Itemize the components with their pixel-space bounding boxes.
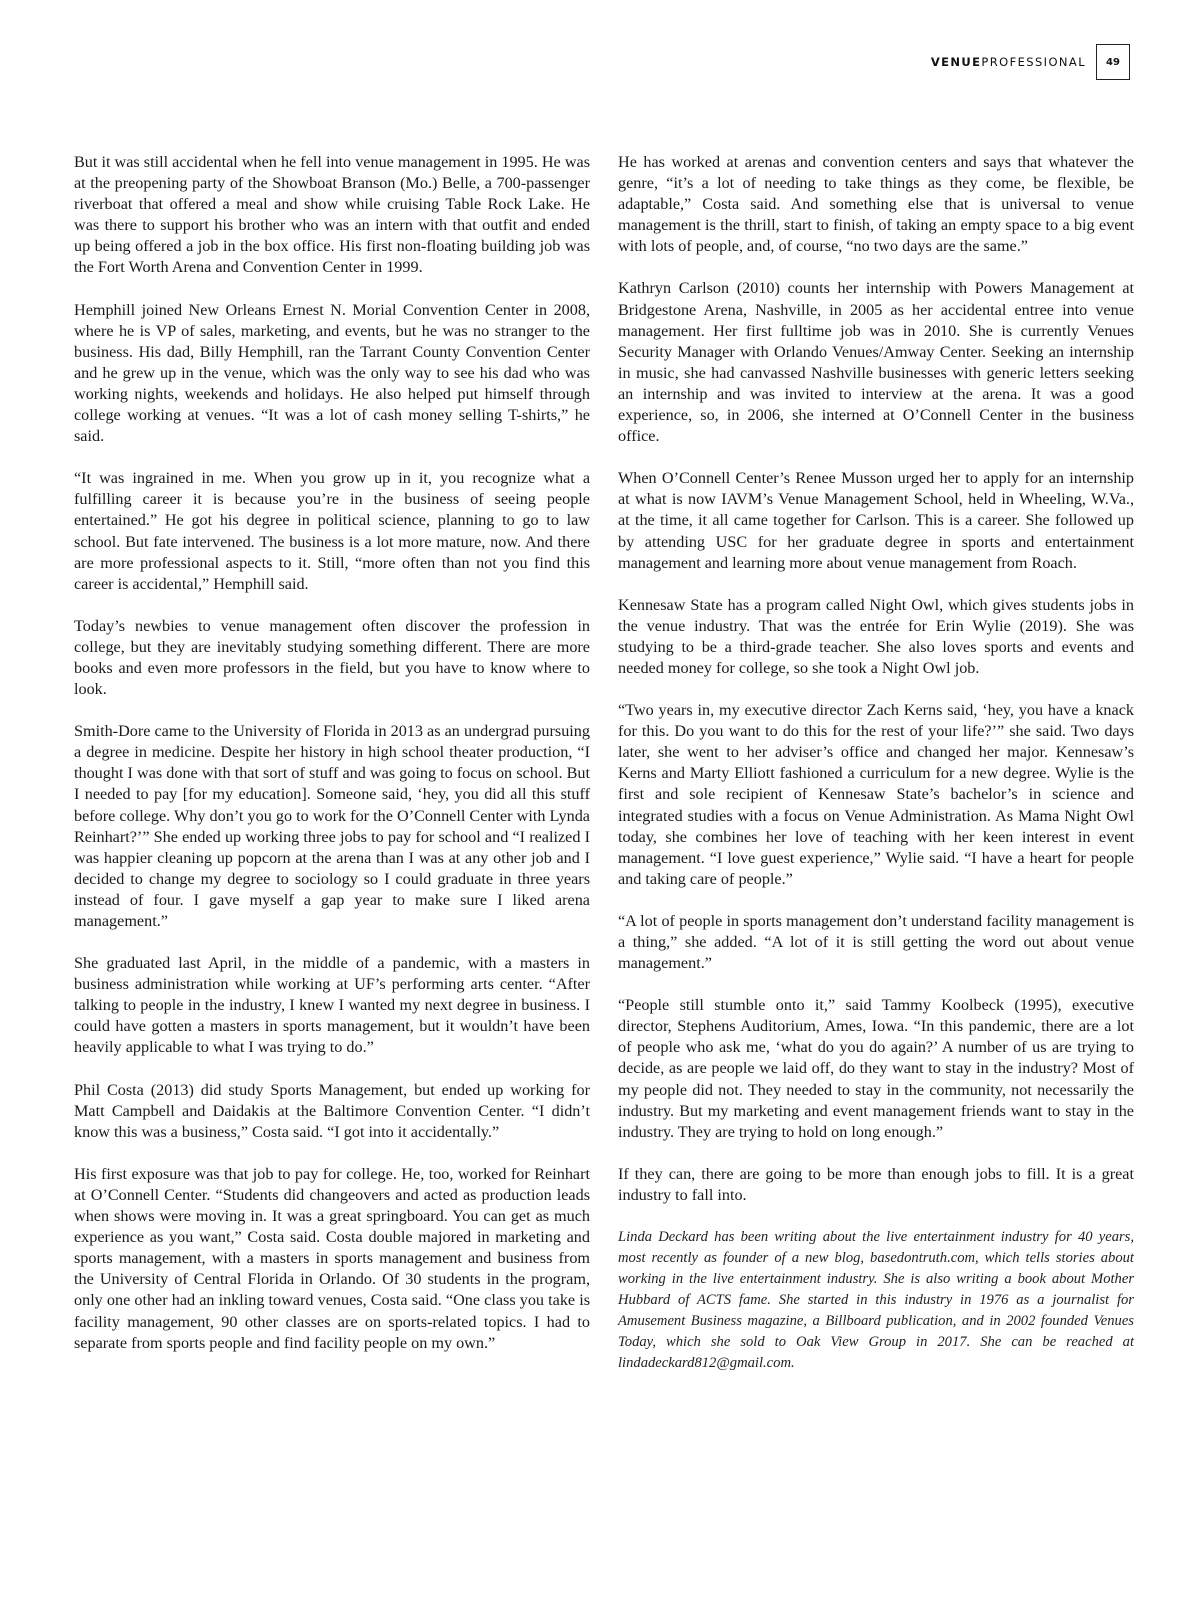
article-column-left — [74, 152, 590, 1375]
paragraph: “A lot of people in sports management don’t understand facility management is a thing,” she added. “A lot of it is still getting the word out about venue management.” — [618, 911, 1134, 973]
paragraph: Kennesaw State has a program called Night Owl, which gives students jobs in the venue industry. That was the entrée for Erin Wylie (2019). She was studying to be a third-grade teacher. She also loves sports and events and needed money for college, so she took a Night Owl job. — [618, 595, 1134, 677]
paragraph: Smith-Dore came to the University of Florida in 2013 as an undergrad pursuing a degree in medicine. Despite her history in high school theater production, “I thought I was done with that sort of stuff and was going to focus on school. But I needed to pay [for my education]. Someone said, ‘hey, you did all this stuff before college. Why don’t you go to work for the O’Connell Center with Lynda Reinhart?’” She ended up working three jobs to pay for school and “I realized I was happier cleaning up popcorn at the arena than I was at any other job and I decided to change my degree to sociology so I could graduate in three years instead of four. I gave myself a gap year to make sure I liked arena management.” — [74, 722, 590, 930]
paragraph: If they can, there are going to be more than enough jobs to fill. It is a great industry to fall into. — [618, 1164, 1134, 1204]
page-number-box — [1096, 44, 1130, 80]
paragraph: “People still stumble onto it,” said Tammy Koolbeck (1995), executive director, Stephens Auditorium, Ames, Iowa. “In this pandemic, there are a lot of people who ask me, ‘what do you do again?’ A number of us are trying to decide, as are people we laid off, do they want to stay in the industry? Most of my people did not. They needed to stay in the community, not necessarily the industry. But my marketing and event management friends want to stay in the industry. They are trying to hold on long enough.” — [618, 996, 1134, 1141]
paragraph: She graduated last April, in the middle of a pandemic, with a masters in business administration while working at UF’s performing arts center. “After talking to people in the industry, I knew I wanted my next degree in business. I could have gotten a masters in sports management, but it wouldn’t have been heavily applicable to what I was trying to do.” — [74, 954, 590, 1057]
brand-venue: VENUE — [930, 55, 982, 69]
page-header — [931, 44, 1130, 80]
paragraph: When O’Connell Center’s Renee Musson urged her to apply for an internship at what is now IAVM’s Venue Management School, held in Wheeling, W.Va., at the time, it all came together for Carlson. This is a career. She followed up by attending USC for her graduate degree in sports and entertainment management and learning more about venue management from Roach. — [618, 469, 1134, 572]
paragraph: Hemphill joined New Orleans Ernest N. Morial Convention Center in 2008, where he is VP of sales, marketing, and events, but he was no stranger to the business. His dad, Billy Hemphill, ran the Tarrant County Convention Center and he grew up in the venue, which was the only way to see his dad who was working nights, weekends and holidays. He also helped put himself through college working at venues. “It was a lot of cash money selling T-shirts,” he said. — [74, 300, 590, 446]
paragraph: His first exposure was that job to pay for college. He, too, worked for Reinhart at O’Connell Center. “Students did changeovers and acted as production leads when shows were moving in. It was a great springboard. You can get as much experience as you want,” Costa said. Costa double majored in marketing and sports management, with a masters in sports management and business from the University of Central Florida in Orlando. Of 30 students in the program, only one other had an inkling toward venues, Costa said. “One class you take is facility management, 90 other classes are on sports-related topics. I had to separate from sports people and find facility people on my own.” — [74, 1164, 590, 1352]
paragraph: But it was still accidental when he fell into venue management in 1995. He was at the preopening party of the Showboat Branson (Mo.) Belle, a 700-passenger riverboat that offered a meal and show while cruising Table Rock Lake. He was there to support his brother who was an intern with that outfit and ended up being offered a job in the box office. His first non-floating building job was the Fort Worth Arena and Convention Center in 1999. — [74, 153, 590, 277]
paragraph: Today’s newbies to venue management often discover the profession in college, but they are inevitably studying something different. There are more books and even more professors in the field, but you have to know where to look. — [74, 616, 590, 699]
author-bio: Linda Deckard has been writing about the live entertainment industry for 40 years, most recently as founder of a new blog, basedontruth.com, which tells stories about working in the live entertainment industry. She is also writing a book about Mother Hubbard of ACTS fame. She started in this industry in 1976 as a journalist for Amusement Business magazine, a Billboard publication, and in 2002 founded Venues Today, which she sold to Oak View Group in 2017. She can be reached at lindadeckard812@gmail.com. — [618, 1229, 1134, 1372]
paragraph: He has worked at arenas and convention centers and says that whatever the genre, “it’s a lot of needing to take things as they come, be flexible, be adaptable,” Costa said. And something else that is universal to venue management is the thrill, start to finish, of taking an empty space to a big event with lots of people, and, of course, “no two days are the same.” — [618, 153, 1134, 256]
article-column-right — [618, 152, 1134, 1395]
paragraph: Kathryn Carlson (2010) counts her internship with Powers Management at Bridgestone Arena, Nashville, in 2005 as her accidental entree into venue management. Her first fulltime job was in 2010. She is currently Venues Security Manager with Orlando Venues/Amway Center. Seeking an internship in music, she had canvassed Nashville businesses with generic letters seeking an internship and was invited to interview at the arena. It was a good experience, so, in 2006, she interned at O’Connell Center in the business office. — [618, 279, 1134, 446]
page-number: 49 — [1106, 56, 1120, 68]
brand-professional: PROFESSIONAL — [981, 55, 1086, 69]
paragraph: “Two years in, my executive director Zach Kerns said, ‘hey, you have a knack for this. Do you want to do this for the rest of your life?’” she said. Two days later, she went to her adviser’s office and changed her major. Kennesaw’s Kerns and Marty Elliott fashioned a curriculum for a new degree. Wylie is the first and sole recipient of Kennesaw State’s bachelor’s in science and integrated studies with a focus on Venue Administration. As Mama Night Owl today, she combines her love of teaching with her keen interest in event management. “I love guest experience,” Wylie said. “I have a heart for people and taking care of people.” — [618, 701, 1134, 888]
paragraph: “It was ingrained in me. When you grow up in it, you recognize what a fulfilling career it is because you’re in the business of seeing people entertained.” He got his degree in political science, planning to go to law school. But fate intervened. The business is a lot more mature, now. And there are more professional aspects to it. Still, “more often than not you find this career is accidental,” Hemphill said. — [74, 469, 590, 593]
magazine-brand — [931, 55, 1086, 69]
paragraph: Phil Costa (2013) did study Sports Management, but ended up working for Matt Campbell and Daidakis at the Baltimore Convention Center. “I didn’t know this was a business,” Costa said. “I got into it accidentally.” — [74, 1080, 590, 1141]
